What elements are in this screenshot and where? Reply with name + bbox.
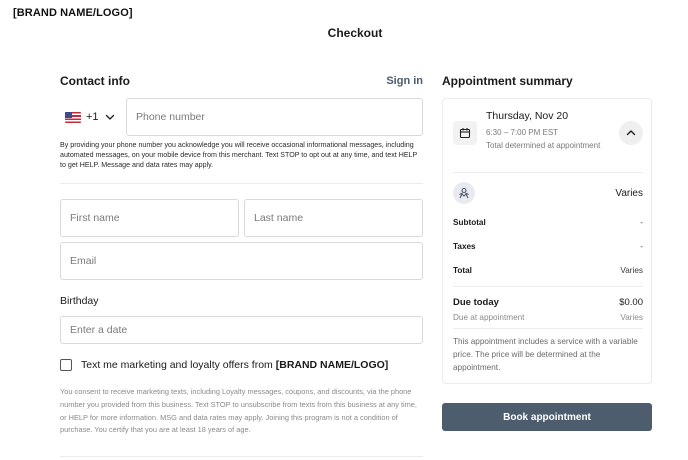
due-at-appointment-label: Due at appointment bbox=[453, 313, 525, 322]
appointment-summary-heading: Appointment summary bbox=[442, 74, 573, 88]
page-title: Checkout bbox=[327, 26, 383, 40]
service-row bbox=[453, 182, 643, 204]
card-divider bbox=[453, 328, 643, 329]
section-divider bbox=[60, 183, 423, 184]
stylist-icon bbox=[453, 182, 475, 204]
appointment-info bbox=[486, 107, 606, 152]
card-divider bbox=[453, 172, 643, 173]
book-appointment-button[interactable]: Book appointment bbox=[442, 403, 652, 431]
subtotal-row bbox=[453, 218, 643, 227]
appointment-date: Thursday, Nov 20 bbox=[486, 110, 569, 122]
country-dial-code: +1 bbox=[86, 111, 99, 123]
card-divider bbox=[453, 286, 643, 287]
due-at-appointment-value: Varies bbox=[620, 313, 643, 322]
variable-price-note: This appointment includes a service with a variable price. The price will be determined at the appointment. bbox=[453, 337, 638, 372]
chevron-down-icon bbox=[104, 111, 116, 123]
first-name-input[interactable]: First name bbox=[60, 199, 239, 237]
service-price: Varies bbox=[615, 187, 643, 199]
appointment-details bbox=[453, 107, 643, 152]
contact-info-header bbox=[60, 74, 423, 88]
due-today-row bbox=[453, 297, 643, 308]
email-input[interactable]: Email bbox=[60, 242, 423, 280]
appointment-total-note: Total determined at appointment bbox=[486, 141, 601, 150]
chevron-up-icon bbox=[625, 127, 637, 139]
phone-number-input[interactable]: Phone number bbox=[126, 98, 423, 136]
subtotal-value: - bbox=[640, 218, 643, 227]
taxes-row bbox=[453, 242, 643, 251]
us-flag-icon bbox=[65, 112, 81, 123]
subtotal-label: Subtotal bbox=[453, 218, 486, 227]
phone-row bbox=[60, 98, 423, 136]
brand-logo: [BRAND NAME/LOGO] bbox=[13, 7, 133, 19]
optin-label-text: Text me marketing and loyalty offers from bbox=[81, 359, 273, 371]
sign-in-link[interactable]: Sign in bbox=[386, 75, 423, 87]
birthday-input[interactable]: Enter a date bbox=[60, 316, 423, 344]
optin-brand-name: [BRAND NAME/LOGO] bbox=[275, 359, 389, 371]
last-name-input[interactable]: Last name bbox=[244, 199, 423, 237]
due-at-appointment-row bbox=[453, 313, 643, 322]
taxes-value: - bbox=[640, 242, 643, 251]
appointment-summary-card bbox=[442, 98, 652, 384]
bottom-divider bbox=[60, 456, 423, 457]
total-value: Varies bbox=[620, 266, 643, 275]
due-today-label: Due today bbox=[453, 297, 499, 308]
taxes-label: Taxes bbox=[453, 242, 476, 251]
marketing-optin bbox=[60, 359, 388, 371]
calendar-icon bbox=[453, 121, 477, 145]
total-row bbox=[453, 266, 643, 275]
birthday-label: Birthday bbox=[60, 295, 99, 307]
contact-info-heading: Contact info bbox=[60, 74, 130, 88]
marketing-optin-label bbox=[81, 359, 388, 371]
marketing-consent-text: You consent to receive marketing texts, including Loyalty messages, coupons, and discounts, via the phone number you provided from this business. Text STOP to unsubscribe from texts from this business at any time, or HELP for more information. MSG and data rates may apply. Joining this program is not a condition of purchase. You certify that you are at least 18 years of age. bbox=[60, 387, 417, 435]
phone-disclaimer: By providing your phone number you acknowledge you will receive occasional informational messages, including automated messages, on your mobile device from this merchant. Text STOP to opt out at any time, and text HELP to get HELP. Message and data rates may apply. bbox=[60, 141, 418, 169]
total-label: Total bbox=[453, 266, 472, 275]
country-code-select[interactable] bbox=[60, 98, 120, 136]
marketing-optin-checkbox[interactable] bbox=[60, 359, 72, 371]
due-today-amount: $0.00 bbox=[619, 297, 643, 308]
appointment-time: 6:30 – 7:00 PM EST bbox=[486, 128, 559, 137]
collapse-details-button[interactable] bbox=[619, 121, 643, 145]
